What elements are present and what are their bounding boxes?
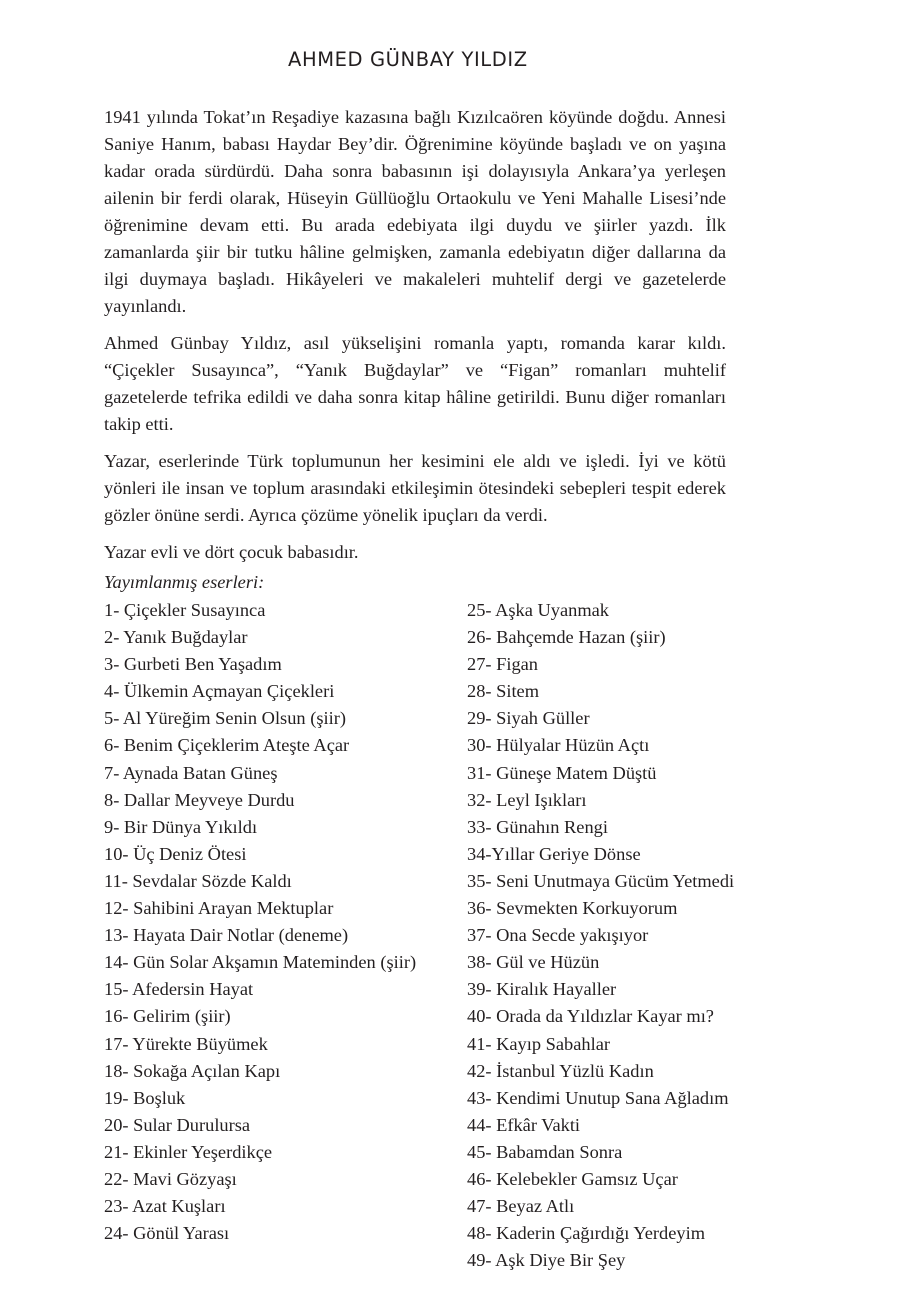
work-item: 47- Beyaz Atlı bbox=[467, 1196, 575, 1217]
work-item: 29- Siyah Güller bbox=[467, 708, 590, 729]
work-item: 20- Sular Durulursa bbox=[104, 1114, 251, 1135]
work-item: 46- Kelebekler Gamsız Uçar bbox=[467, 1168, 678, 1189]
work-item: 21- Ekinler Yeşerdikçe bbox=[104, 1141, 273, 1162]
work-item: 13- Hayata Dair Notlar (deneme) bbox=[104, 925, 349, 946]
work-item: 27- Figan bbox=[467, 654, 539, 675]
work-item: 18- Sokağa Açılan Kapı bbox=[104, 1060, 281, 1081]
work-item: 41- Kayıp Sabahlar bbox=[467, 1033, 610, 1054]
work-item: 48- Kaderin Çağırdığı Yerdeyim bbox=[467, 1223, 706, 1244]
work-item: 22- Mavi Gözyaşı bbox=[104, 1168, 237, 1189]
work-item: 28- Sitem bbox=[467, 681, 540, 702]
work-item: 23- Azat Kuşları bbox=[104, 1196, 226, 1217]
author-name-heading: AHMED GÜNBAY YILDIZ bbox=[288, 48, 528, 71]
work-item: 24- Gönül Yarası bbox=[104, 1223, 230, 1244]
work-item: 26- Bahçemde Hazan (şiir) bbox=[467, 627, 666, 648]
work-item: 17- Yürekte Büyümek bbox=[104, 1033, 268, 1054]
work-item: 6- Benim Çiçeklerim Ateşte Açar bbox=[104, 735, 350, 756]
work-item: 30- Hülyalar Hüzün Açtı bbox=[467, 735, 650, 756]
biography-paragraph: 1941 yılında Tokat’ın Reşadiye kazasına bağlı Kızılcaören köyünde doğdu. Annesi Saniye Hanım, babası Haydar Bey’dir. Öğrenimine köyünde başladı ve on yaşına kadar orada sürdürdü. Daha sonra babasının işi dolayısıyla Ankara’ya yerleşen ailenin bir ferdi olarak, Hüseyin Güllüoğlu Ortaokulu ve Yeni Mahalle Lisesi’nde öğrenimine devam etti. Bu arada edebiyata ilgi duydu ve şiirler yazdı. İlk zamanlarda şiir bir tutku hâline gelmişken, zamanla edebiyatın diğer dallarına da ilgi duymaya başladı. Hikâyeleri ve makaleleri muhtelif dergi ve gazetelerde yayınlandı. bbox=[104, 107, 726, 316]
work-item: 12- Sahibini Arayan Mektuplar bbox=[104, 898, 334, 919]
work-item: 4- Ülkemin Açmayan Çiçekleri bbox=[104, 681, 335, 702]
work-item: 35- Seni Unutmaya Gücüm Yetmedi bbox=[467, 870, 735, 891]
work-item: 25- Aşka Uyanmak bbox=[467, 600, 609, 620]
biography-paragraph: Yazar, eserlerinde Türk toplumunun her kesimini ele aldı ve işledi. İyi ve kötü yönleri ile insan ve toplum arasındaki etkileşimin ötesindeki sebepleri tespit ederek gözler önüne serdi. Ayrıca çözüme yönelik ipuçları da verdi. bbox=[104, 451, 726, 525]
biography-section bbox=[104, 104, 726, 576]
work-item: 40- Orada da Yıldızlar Kayar mı? bbox=[467, 1006, 714, 1027]
work-item: 3- Gurbeti Ben Yaşadım bbox=[104, 654, 282, 675]
biography-paragraph: Ahmed Günbay Yıldız, asıl yükselişini romanla yaptı, romanda karar kıldı. “Çiçekler Susayınca”, “Yanık Buğdaylar” ve “Figan” romanları muhtelif gazetelerde tefrika edildi ve daha sonra kitap hâline getirildi. Bunu diğer romanları takip etti. bbox=[104, 333, 726, 434]
works-list-left bbox=[104, 597, 416, 1247]
work-item: 39- Kiralık Hayaller bbox=[467, 979, 617, 1000]
work-item: 10- Üç Deniz Ötesi bbox=[104, 843, 247, 864]
work-item: 7- Aynada Batan Güneş bbox=[104, 762, 278, 783]
work-item: 34-Yıllar Geriye Dönse bbox=[467, 843, 641, 864]
work-item: 2- Yanık Buğdaylar bbox=[104, 627, 248, 648]
work-item: 14- Gün Solar Akşamın Mateminden (şiir) bbox=[104, 952, 417, 973]
work-item: 16- Gelirim (şiir) bbox=[104, 1006, 231, 1027]
work-item: 31- Güneşe Matem Düştü bbox=[467, 762, 657, 783]
work-item: 43- Kendimi Unutup Sana Ağladım bbox=[467, 1087, 729, 1108]
work-item: 32- Leyl Işıkları bbox=[467, 789, 587, 810]
work-item: 11- Sevdalar Sözde Kaldı bbox=[104, 870, 292, 891]
works-heading: Yayımlanmış eserleri: bbox=[104, 572, 265, 592]
work-item: 33- Günahın Rengi bbox=[467, 816, 608, 837]
work-item: 42- İstanbul Yüzlü Kadın bbox=[467, 1060, 654, 1081]
work-item: 44- Efkâr Vakti bbox=[467, 1114, 581, 1135]
work-item: 49- Aşk Diye Bir Şey bbox=[467, 1250, 626, 1271]
work-item: 19- Boşluk bbox=[104, 1087, 186, 1108]
work-item: 9- Bir Dünya Yıkıldı bbox=[104, 816, 258, 837]
work-item: 37- Ona Secde yakışıyor bbox=[467, 925, 649, 946]
work-item: 15- Afedersin Hayat bbox=[104, 979, 254, 1000]
work-item: 8- Dallar Meyveye Durdu bbox=[104, 789, 295, 810]
work-item: 36- Sevmekten Korkuyorum bbox=[467, 898, 678, 919]
work-item: 38- Gül ve Hüzün bbox=[467, 952, 600, 973]
work-item: 45- Babamdan Sonra bbox=[467, 1141, 623, 1162]
works-list-right bbox=[467, 597, 734, 1274]
work-item: 1- Çiçekler Susayınca bbox=[104, 600, 266, 620]
biography-paragraph: Yazar evli ve dört çocuk babasıdır. bbox=[104, 542, 359, 562]
work-item: 5- Al Yüreğim Senin Olsun (şiir) bbox=[104, 708, 346, 729]
